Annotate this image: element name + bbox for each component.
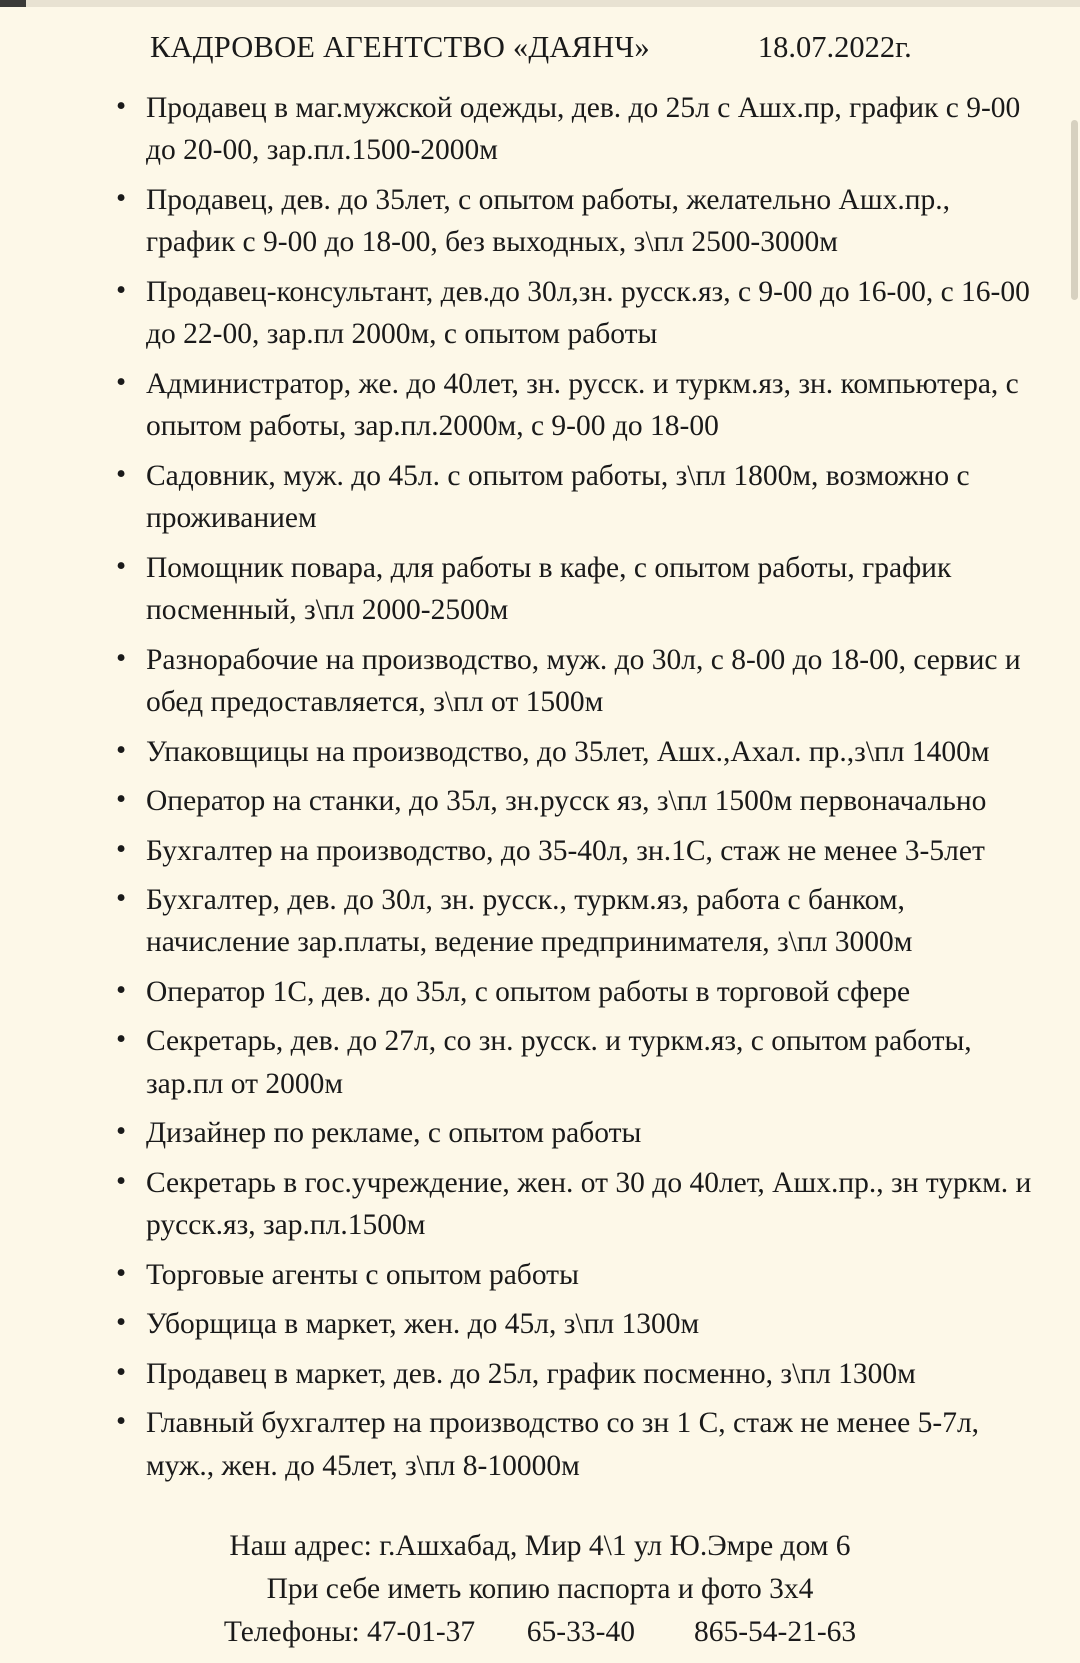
scrollbar[interactable]: [1071, 120, 1078, 300]
bullet-icon: •: [116, 1023, 127, 1056]
vacancy-text: Помощник повара, для работы в кафе, с опытом работы, график посменный, з\пл 2000-2500м: [146, 551, 952, 627]
page-title: КАДРОВОЕ АГЕНТСТВО «ДАЯНЧ»: [150, 30, 650, 64]
status-bar-strip: [0, 0, 1080, 7]
vacancy-list: [30, 87, 1050, 1487]
list-item: [116, 547, 1036, 632]
vacancy-text: Администратор, же. до 40лет, зн. русск. и туркм.яз, зн. компьютера, с опытом работы, зар.пл.2000м, с 9-00 до 18-00: [146, 367, 1019, 443]
vacancy-text: Секретарь, дев. до 27л, со зн. русск. и туркм.яз, с опытом работы, зар.пл от 2000м: [146, 1025, 972, 1100]
vacancy-text: Главный бухгалтер на производство со зн 1 С, стаж не менее 5-7л, муж., жен. до 45лет, з\пл 8-10000м: [146, 1407, 980, 1482]
bullet-icon: •: [116, 1355, 127, 1388]
vacancy-text: Продавец-консультант, дев.до 30л,зн. русск.яз, с 9-00 до 16-00, с 16-00 до 22-00, зар.пл 2000м, с опытом работы: [146, 275, 1030, 351]
list-item: [116, 1162, 1036, 1247]
agency-address: Наш адрес: г.Ашхабад, Мир 4\1 ул Ю.Эмре дом 6: [229, 1530, 851, 1563]
bullet-icon: •: [116, 1405, 127, 1438]
phone-numbers: Телефоны: 47-01-37 65-33-40 865-54-21-63: [223, 1615, 857, 1648]
list-item: [116, 639, 1036, 724]
document-footer: [30, 1525, 1050, 1653]
list-item: [116, 1303, 1036, 1345]
bullet-icon: •: [116, 365, 127, 398]
bullet-icon: •: [116, 641, 127, 674]
vacancy-text: Бухгалтер на производство, до 35-40л, зн.1С, стаж не менее 3-5лет: [146, 834, 985, 867]
bullet-icon: •: [116, 457, 127, 490]
vacancy-text: Оператор 1С, дев. до 35л, с опытом работы в торговой сфере: [146, 975, 911, 1008]
list-item: [116, 87, 1036, 172]
list-item: [116, 879, 1036, 964]
vacancy-text: Оператор на станки, до 35л, зн.русск яз, з\пл 1500м первоначально: [146, 785, 987, 818]
vacancy-text: Разнорабочие на производство, муж. до 30л, с 8-00 до 18-00, сервис и обед предоставляется, з\пл от 1500м: [146, 643, 1021, 719]
bullet-icon: •: [116, 181, 127, 214]
bullet-icon: •: [116, 1115, 127, 1148]
list-item: [116, 731, 1036, 773]
list-item: [116, 1353, 1036, 1395]
list-item: [116, 830, 1036, 872]
vacancy-text: Продавец в маркет, дев. до 25л, график посменно, з\пл 1300м: [146, 1357, 916, 1390]
status-bar-corner: [0, 0, 26, 7]
vacancy-text: Уборщица в маркет, жен. до 45л, з\пл 1300м: [146, 1308, 700, 1341]
list-item: [116, 363, 1036, 448]
bullet-icon: •: [116, 733, 127, 766]
list-item: [116, 179, 1036, 264]
list-item: [116, 1020, 1036, 1105]
documents-note: При себе иметь копию паспорта и фото 3х4: [266, 1572, 814, 1605]
vacancy-text: Садовник, муж. до 45л. с опытом работы, з\пл 1800м, возможно с проживанием: [146, 459, 970, 535]
bullet-icon: •: [116, 1164, 127, 1197]
list-item: [116, 271, 1036, 356]
bullet-icon: •: [116, 273, 127, 306]
list-item: [116, 1402, 1036, 1487]
list-item: [116, 455, 1036, 540]
vacancy-text: Продавец в маг.мужской одежды, дев. до 25л с Ашх.пр, график с 9-00 до 20-00, зар.пл.1500-2000м: [146, 92, 1021, 167]
vacancy-text: Дизайнер по рекламе, с опытом работы: [146, 1117, 642, 1150]
bullet-icon: •: [116, 1256, 127, 1289]
bullet-icon: •: [116, 881, 127, 914]
list-item: [116, 1112, 1036, 1154]
bullet-icon: •: [116, 783, 127, 816]
vacancy-text: Продавец, дев. до 35лет, с опытом работы, желательно Ашх.пр., график с 9-00 до 18-00, без выходных, з\пл 2500-3000м: [146, 183, 950, 259]
vacancy-text: Бухгалтер, дев. до 30л, зн. русск., туркм.яз, работа с банком, начисление зар.платы, ведение предпринимателя, з\пл 3000м: [146, 883, 913, 959]
bullet-icon: •: [116, 832, 127, 865]
bullet-icon: •: [116, 1306, 127, 1339]
bullet-icon: •: [116, 973, 127, 1006]
list-item: [116, 1254, 1036, 1296]
bullet-icon: •: [116, 549, 127, 582]
vacancy-text: Торговые агенты с опытом работы: [146, 1258, 579, 1291]
document-header: [30, 0, 1050, 65]
vacancy-text: Секретарь в гос.учреждение, жен. от 30 до 40лет, Ашх.пр., зн туркм. и русск.яз, зар.пл.1500м: [146, 1166, 1032, 1242]
list-item: [116, 971, 1036, 1013]
vacancy-text: Упаковщицы на производство, до 35лет, Ашх.,Ахал. пр.,з\пл 1400м: [146, 735, 990, 768]
document-date: 18.07.2022г.: [757, 30, 912, 64]
list-item: [116, 780, 1036, 822]
bullet-icon: •: [116, 90, 127, 122]
